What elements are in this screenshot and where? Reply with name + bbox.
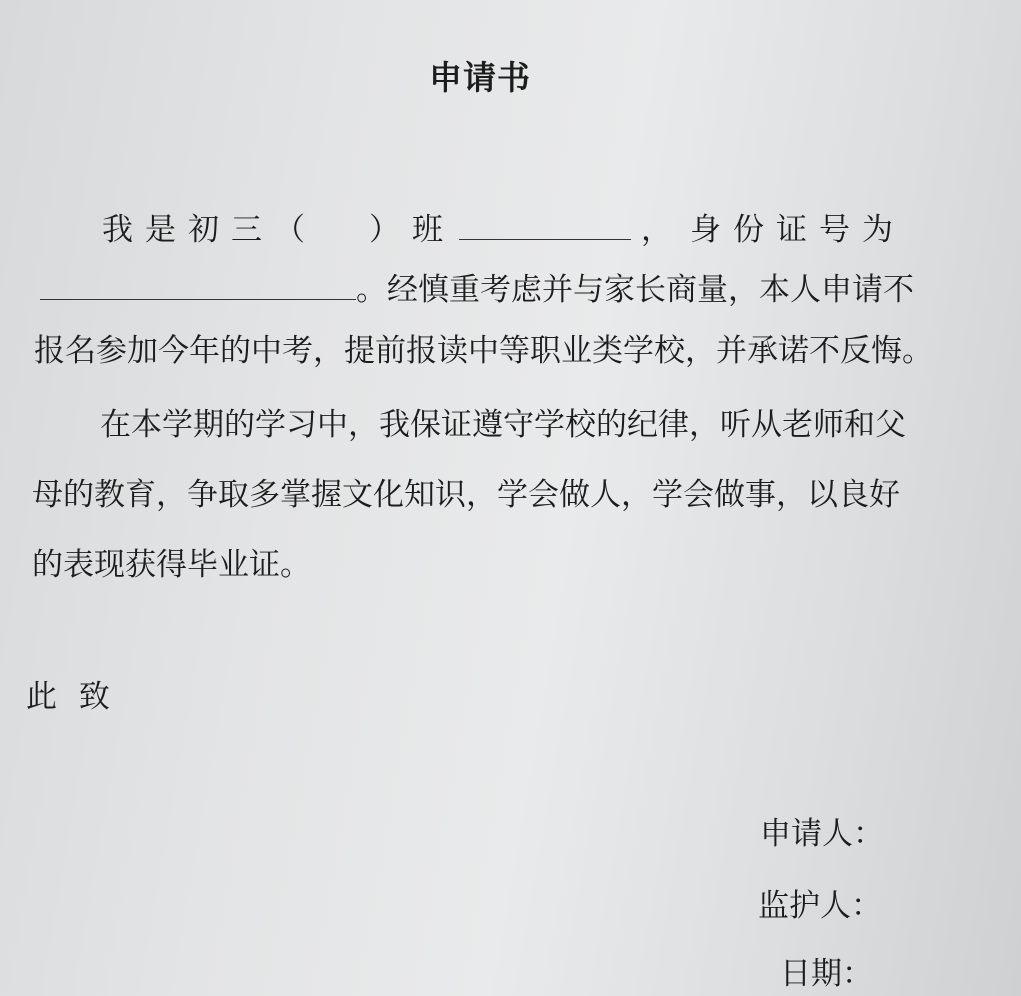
class-suffix-text: ）班 xyxy=(369,212,455,248)
document-title: 申请书 xyxy=(429,58,531,97)
paragraph-1-line-2-text: 。经慎重考虑并与家长商量，本人申请不 xyxy=(356,272,914,308)
paragraph-1-line-2 xyxy=(40,270,914,310)
class-prefix-text: 我是初三（ xyxy=(102,212,317,248)
closing-text: 此 致 xyxy=(26,679,116,715)
applicant-label: 申请人： xyxy=(760,816,884,852)
date-label: 日期： xyxy=(780,956,873,992)
paragraph-1-line-3: 报名参加今年的中考，提前报读中等职业类学校，并承诺不反悔。 xyxy=(34,333,933,369)
paragraph-2-line-3: 的表现获得毕业证。 xyxy=(32,547,311,583)
paragraph-1-line-1 xyxy=(102,210,905,250)
comma-text: ， xyxy=(641,212,672,248)
id-number-blank-line xyxy=(40,293,356,300)
paragraph-2-line-2: 母的教育，争取多掌握文化知识，学会做人，学会做事，以良好 xyxy=(32,477,900,513)
name-blank-line xyxy=(459,233,631,240)
guardian-label: 监护人： xyxy=(758,888,882,924)
id-number-label: 身份证号为 xyxy=(690,212,905,248)
paragraph-2-line-1: 在本学期的学习中，我保证遵守学校的纪律，听从老师和父 xyxy=(100,407,906,443)
